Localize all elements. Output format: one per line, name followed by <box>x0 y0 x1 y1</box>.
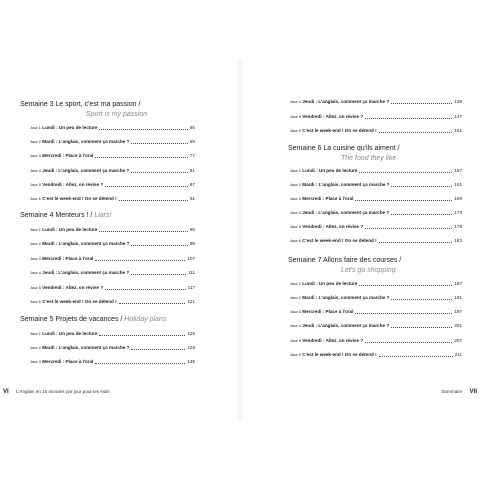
page-number: VII <box>469 389 477 395</box>
toc-entry[interactable]: Jour 5 Vendredi : Allez, on révise ? 147 <box>290 114 462 119</box>
page-footer-right <box>441 389 477 395</box>
dot-leader <box>391 326 452 328</box>
section-title-week-6: Semaine 6 La cuisine qu'ils aiment / <box>288 145 400 152</box>
toc-entry[interactable]: Jour 1 Lundi : Un peu de lecture 65 <box>30 125 195 130</box>
toc-entry[interactable]: Jour 4 Jeudi : L'anglais, comment ça marche ? 201 <box>290 323 462 328</box>
toc-entry[interactable]: Jour 4 Jeudi : L'anglais, comment ça marche ? 111 <box>30 270 195 275</box>
dot-leader <box>131 244 187 246</box>
running-title: L'Anglais en 15 minutes par jour pour les Nuls <box>15 389 110 394</box>
toc-entry[interactable]: Jour 1 Lundi : Un peu de lecture 187 <box>290 281 462 286</box>
toc-entry[interactable]: Jour 3 Mercredi : Place à l'oral 107 <box>30 256 195 261</box>
toc-entry[interactable]: Jour 1 Lundi : Un peu de lecture 157 <box>290 168 462 173</box>
toc-entry[interactable]: Jour 5 Vendredi : Allez, on révise ? 117 <box>30 285 195 290</box>
section-subtitle-week-6: The food they like <box>341 155 397 162</box>
dot-leader <box>355 199 452 201</box>
dot-leader <box>391 213 452 215</box>
toc-entry[interactable]: Jour 2 Mardi : L'anglais, comment ça marche ? 69 <box>30 139 195 144</box>
section-title-week-4: Semaine 4 Menteurs ! / Liars! <box>20 212 112 219</box>
toc-entry[interactable]: Jour 3 Mercredi : Place à l'oral 169 <box>290 196 462 201</box>
dot-leader <box>391 185 452 187</box>
dot-leader <box>355 312 452 314</box>
section-subtitle-week-7: Let's go shopping <box>341 267 396 274</box>
dot-leader <box>131 142 187 144</box>
right-page <box>240 0 480 480</box>
dot-leader <box>379 355 453 357</box>
dot-leader <box>99 334 185 336</box>
dot-leader <box>95 362 185 364</box>
dot-leader <box>131 348 185 350</box>
dot-leader <box>95 156 187 158</box>
toc-entry[interactable]: Jour 1 Lundi : Un peu de lecture 125 <box>30 331 195 336</box>
dot-leader <box>119 302 186 304</box>
dot-leader <box>365 117 452 119</box>
section-title-week-5: Semaine 5 Projets de vacances / Holiday plans <box>20 316 167 323</box>
toc-entry[interactable]: Jour 1 Lundi : Un peu de lecture 95 <box>30 227 195 232</box>
toc-entry[interactable]: Jour 2 Mardi : L'anglais, comment ça marche ? 99 <box>30 241 195 246</box>
toc-entry[interactable]: Jour 2 Mardi : L'anglais, comment ça marche ? 191 <box>290 295 462 300</box>
toc-entry[interactable]: Jour 6 C'est le week-end ! On se détend ! 121 <box>30 299 195 304</box>
dot-leader <box>99 128 187 130</box>
running-title: Sommaire <box>441 389 463 394</box>
dot-leader <box>365 341 452 343</box>
dot-leader <box>391 102 452 104</box>
toc-entry[interactable]: Jour 4 Jeudi : L'anglais, comment ça marche ? 139 <box>290 99 462 104</box>
dot-leader <box>131 273 186 275</box>
dot-leader <box>105 288 186 290</box>
toc-entry[interactable]: Jour 5 Vendredi : Allez, on révise ? 207 <box>290 338 462 343</box>
toc-entry[interactable]: Jour 3 Mercredi : Place à l'oral 77 <box>30 153 195 158</box>
dot-leader <box>365 227 452 229</box>
dot-leader <box>359 284 452 286</box>
dot-leader <box>131 171 188 173</box>
dot-leader <box>95 259 185 261</box>
toc-entry[interactable]: Jour 6 C'est le week-end ! On se détend ! 91 <box>30 196 195 201</box>
page-number: VI <box>3 389 9 395</box>
section-title-week-3: Semaine 3 Le sport, c'est ma passion / <box>20 101 141 108</box>
dot-leader <box>379 131 453 133</box>
toc-entry[interactable]: Jour 2 Mardi : L'anglais, comment ça marche ? 161 <box>290 182 462 187</box>
toc-entry[interactable]: Jour 6 C'est le week-end ! On se détend ! 211 <box>290 352 462 357</box>
toc-entry[interactable]: Jour 6 C'est le week-end ! On se détend ! 151 <box>290 128 462 133</box>
toc-entry[interactable]: Jour 5 Vendredi : Allez, on révise ? 179 <box>290 224 462 229</box>
dot-leader <box>105 185 188 187</box>
section-subtitle-week-3: Sport is my passion <box>86 111 148 118</box>
section-title-week-7: Semaine 7 Allons faire des courses / <box>288 257 402 264</box>
toc-entry[interactable]: Jour 3 Mercredi : Place à l'oral 135 <box>30 359 195 364</box>
dot-leader <box>359 171 452 173</box>
toc-entry[interactable]: Jour 2 Mardi : L'anglais, comment ça marche ? 129 <box>30 345 195 350</box>
page-footer-left <box>3 389 110 395</box>
toc-entry[interactable]: Jour 4 Jeudi : L'anglais, comment ça marche ? 173 <box>290 210 462 215</box>
dot-leader <box>391 298 452 300</box>
toc-entry[interactable]: Jour 5 Vendredi : Allez, on révise ? 87 <box>30 182 195 187</box>
toc-entry[interactable]: Jour 4 Jeudi : L'anglais, comment ça marche ? 81 <box>30 168 195 173</box>
toc-entry[interactable]: Jour 3 Mercredi : Place à l'oral 197 <box>290 309 462 314</box>
dot-leader <box>379 241 453 243</box>
dot-leader <box>99 230 187 232</box>
toc-entry[interactable]: Jour 6 C'est le week-end ! On se détend ! 183 <box>290 238 462 243</box>
dot-leader <box>119 199 188 201</box>
